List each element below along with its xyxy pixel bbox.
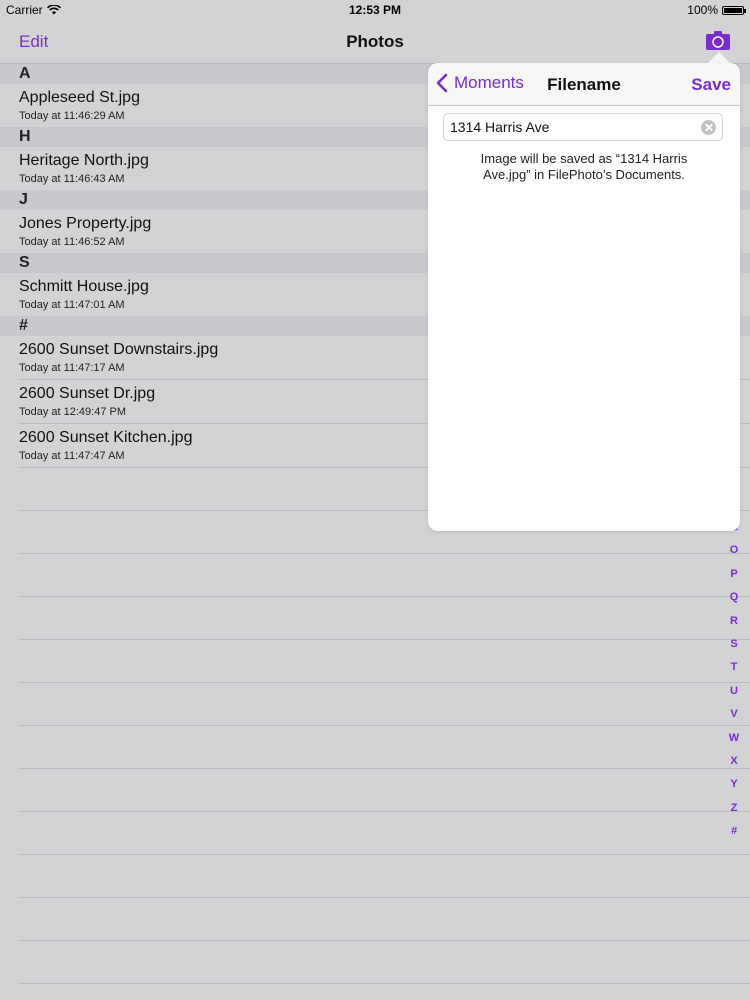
empty-row <box>19 941 750 984</box>
section-index[interactable] <box>727 521 741 848</box>
popover-nav-bar <box>428 63 740 106</box>
file-name: Heritage North.jpg <box>19 152 149 169</box>
navigation-bar <box>0 20 750 64</box>
status-bar <box>0 0 750 20</box>
index-letter[interactable]: # <box>730 825 738 838</box>
index-letter[interactable]: O <box>729 544 739 557</box>
file-date: Today at 11:46:43 AM <box>19 173 125 185</box>
index-letter[interactable]: S <box>730 637 738 650</box>
save-hint-line-1: Image will be saved as “1314 Harris <box>480 151 688 166</box>
empty-row <box>19 855 750 898</box>
empty-row <box>19 637 750 683</box>
filename-popover <box>428 63 740 531</box>
empty-row <box>19 683 750 726</box>
page-title: Photos <box>346 32 404 51</box>
file-name: 2600 Sunset Downstairs.jpg <box>19 341 219 358</box>
file-date: Today at 11:46:52 AM <box>19 236 125 248</box>
section-header: S <box>0 253 750 273</box>
file-name: Appleseed St.jpg <box>19 89 140 106</box>
empty-row <box>19 898 750 941</box>
popover-title: Filename <box>547 75 621 94</box>
index-letter[interactable]: W <box>728 731 740 744</box>
file-name: 2600 Sunset Kitchen.jpg <box>19 429 193 446</box>
index-letter[interactable]: Y <box>730 778 738 791</box>
battery-status <box>687 3 744 17</box>
empty-row <box>19 812 750 855</box>
file-date: Today at 11:47:01 AM <box>19 299 125 311</box>
empty-row <box>19 597 750 640</box>
clear-text-icon[interactable] <box>701 120 716 135</box>
filename-field[interactable] <box>443 113 723 141</box>
battery-percent: 100% <box>687 3 718 17</box>
back-label: Moments <box>454 73 524 92</box>
battery-icon <box>722 6 744 15</box>
camera-icon[interactable] <box>706 30 730 50</box>
index-letter[interactable]: U <box>730 684 738 697</box>
section-header: # <box>0 316 750 336</box>
file-name: Jones Property.jpg <box>19 215 152 232</box>
file-date: Today at 11:46:29 AM <box>19 110 125 122</box>
status-time: 12:53 PM <box>348 3 402 17</box>
file-name: Schmitt House.jpg <box>19 278 149 295</box>
empty-row <box>19 554 750 597</box>
empty-row <box>19 726 750 769</box>
carrier-label: Carrier <box>6 3 43 17</box>
section-header: H <box>0 127 750 147</box>
file-date: Today at 12:49:47 PM <box>19 406 127 418</box>
filename-input[interactable] <box>450 119 690 135</box>
save-button[interactable]: Save <box>691 75 731 94</box>
save-hint <box>448 151 720 183</box>
save-hint-line-2: Ave.jpg” in FilePhoto’s Documents. <box>483 167 685 182</box>
file-date: Today at 11:47:17 AM <box>19 362 125 374</box>
file-name: 2600 Sunset Dr.jpg <box>19 385 156 402</box>
edit-button[interactable]: Edit <box>19 32 49 51</box>
index-letter[interactable]: T <box>730 661 738 674</box>
index-letter[interactable]: X <box>730 754 738 767</box>
index-letter[interactable]: R <box>730 614 738 627</box>
index-letter[interactable]: V <box>730 708 738 721</box>
index-letter[interactable]: Q <box>729 591 739 604</box>
section-header: J <box>0 190 750 210</box>
section-header: A <box>0 64 750 84</box>
empty-row <box>19 769 750 812</box>
index-letter[interactable]: P <box>730 567 738 580</box>
file-date: Today at 11:47:47 AM <box>19 450 125 462</box>
index-letter[interactable]: Z <box>730 801 738 814</box>
